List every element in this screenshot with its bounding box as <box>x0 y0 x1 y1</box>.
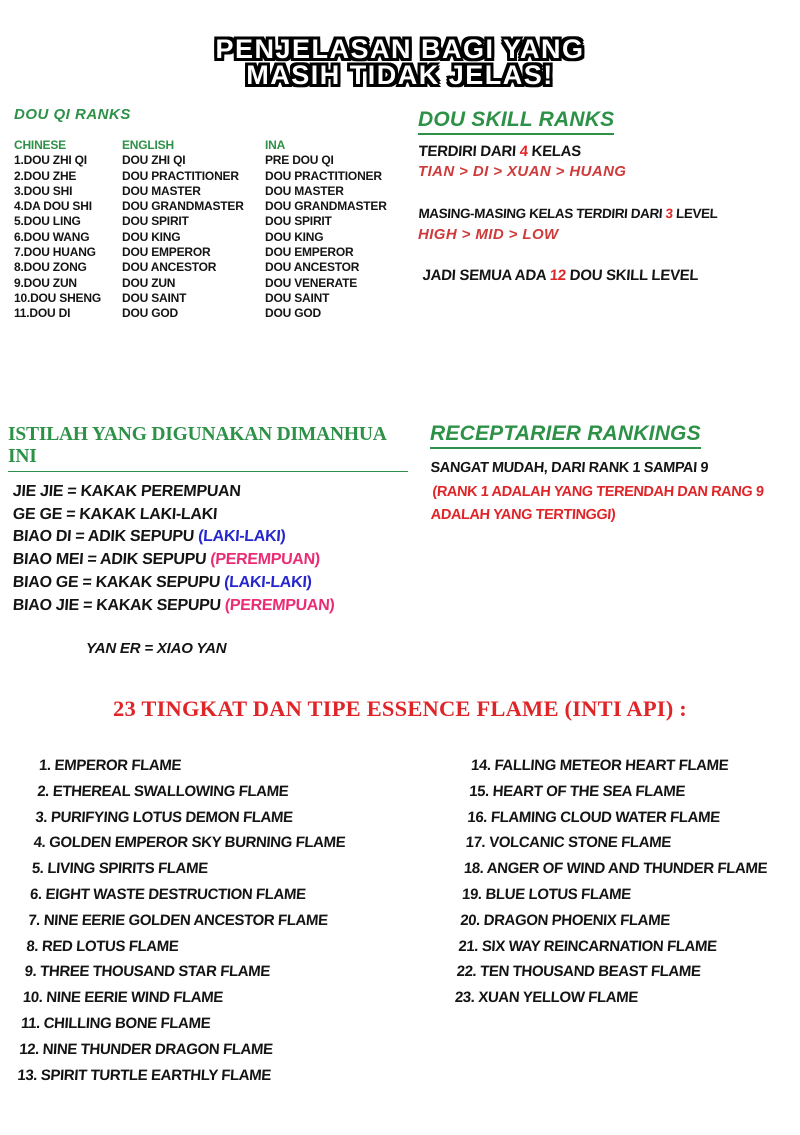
total-count: 12 <box>549 267 567 284</box>
table-cell: 2.DOU ZHE <box>14 168 77 183</box>
flames-list-left <box>17 753 352 1088</box>
level-suffix: LEVEL <box>672 206 719 221</box>
table-cell: 6.DOU WANG <box>14 229 90 244</box>
list-item: 22. TEN THOUSAND BEAST FLAME <box>456 963 702 981</box>
term-label: BIAO JIE = KAKAK SEPUPU <box>12 596 226 614</box>
list-item: 14. FALLING METEOR HEART FLAME <box>470 757 729 774</box>
page-title-line1: PENJELASAN BAGI YANG <box>215 34 585 64</box>
term-label: BIAO GE = KAKAK SEPUPU <box>12 573 225 591</box>
list-item: 5. LIVING SPIRITS FLAME <box>31 860 209 878</box>
table-cell: DOU PRACTITIONER <box>265 168 382 183</box>
dou-skill-ranks-heading: DOU SKILL RANKS <box>418 108 614 135</box>
table-cell: 8.DOU ZONG <box>14 260 87 275</box>
receptarier-note <box>430 481 800 527</box>
table-cell: 3.DOU SHI <box>14 183 73 198</box>
kelas-suffix: KELAS <box>527 143 582 160</box>
list-item: 8. RED LOTUS FLAME <box>25 937 180 955</box>
table-row <box>14 184 400 199</box>
table-cell: DOU KING <box>122 229 181 244</box>
list-item: 2. ETHEREAL SWALLOWING FLAME <box>36 782 289 800</box>
dou-qi-ranks-table <box>14 138 400 322</box>
istilah-list <box>8 481 408 617</box>
term-gender: (PEREMPUAN) <box>209 551 321 569</box>
table-cell: DOU GOD <box>265 306 321 321</box>
list-item: 9. THREE THOUSAND STAR FLAME <box>24 963 271 981</box>
list-item: 7. NINE EERIE GOLDEN ANCESTOR FLAME <box>27 911 329 929</box>
column-header-english: ENGLISH <box>122 138 174 152</box>
table-cell: 5.DOU LING <box>14 214 81 229</box>
table-row <box>14 276 400 291</box>
table-header-row <box>14 138 400 153</box>
term-label: BIAO MEI = ADIK SEPUPU <box>12 551 211 569</box>
term-gender: (PEREMPUAN) <box>224 596 336 614</box>
flames-title: 23 TINGKAT DAN TIPE ESSENCE FLAME (INTI API) : <box>113 696 687 721</box>
total-suffix: DOU SKILL LEVEL <box>565 267 699 284</box>
table-cell: 9.DOU ZUN <box>14 275 77 290</box>
list-item: 21. SIX WAY REINCARNATION FLAME <box>457 937 718 955</box>
table-cell: DOU MASTER <box>122 183 201 198</box>
table-cell: DOU ZUN <box>122 275 176 290</box>
dou-skill-kelas-order: TIAN > DI > XUAN > HUANG <box>418 163 627 180</box>
table-cell: PRE DOU QI <box>265 153 334 168</box>
dou-skill-level-order: HIGH > MID > LOW <box>418 226 559 243</box>
table-cell: 1.DOU ZHI QI <box>14 153 87 168</box>
term-label: BIAO DI = ADIK SEPUPU <box>12 528 199 546</box>
column-header-chinese: CHINESE <box>14 138 66 152</box>
table-cell: DOU SPIRIT <box>265 214 332 229</box>
istilah-section <box>8 424 408 617</box>
table-cell: 11.DOU DI <box>14 306 71 321</box>
table-row <box>14 199 400 214</box>
table-cell: DOU PRACTITIONER <box>122 168 239 183</box>
table-cell: DOU EMPEROR <box>265 245 354 260</box>
table-cell: 10.DOU SHENG <box>14 290 101 305</box>
list-item: 4. GOLDEN EMPEROR SKY BURNING FLAME <box>33 834 346 852</box>
term-label: GE GE = KAKAK LAKI-LAKI <box>12 505 218 523</box>
list-item <box>12 526 410 549</box>
list-item: 13. SPIRIT TURTLE EARTHLY FLAME <box>16 1066 272 1084</box>
list-item: 1. EMPEROR FLAME <box>38 757 182 774</box>
list-item: 19. BLUE LOTUS FLAME <box>461 885 632 903</box>
table-cell: DOU ANCESTOR <box>265 260 360 275</box>
table-cell: DOU SAINT <box>122 290 187 305</box>
list-item: 3. PURIFYING LOTUS DEMON FLAME <box>34 808 294 826</box>
table-row <box>14 169 400 184</box>
table-cell: 4.DA DOU SHI <box>14 199 92 214</box>
list-item: 18. ANGER OF WIND AND THUNDER FLAME <box>463 860 768 878</box>
dou-skill-total-line <box>422 267 794 284</box>
list-item: 6. EIGHT WASTE DESTRUCTION FLAME <box>29 885 307 903</box>
total-prefix: JADI SEMUA ADA <box>422 267 551 284</box>
list-item: 16. FLAMING CLOUD WATER FLAME <box>466 808 721 826</box>
kelas-prefix: TERDIRI DARI <box>418 143 521 160</box>
table-row <box>14 306 400 321</box>
table-row <box>14 260 400 275</box>
page-title-line2: MASIH TIDAK JELAS! <box>246 60 554 90</box>
list-item <box>12 504 410 527</box>
term-gender: (LAKI-LAKI) <box>223 573 313 591</box>
receptarier-note-line1: (RANK 1 ADALAH YANG TERENDAH DAN RANG 9 <box>431 484 765 500</box>
flames-list-right <box>454 753 775 1011</box>
table-cell: DOU MASTER <box>265 183 344 198</box>
term-label: JIE JIE = KAKAK PEREMPUAN <box>12 483 242 500</box>
receptarier-note-line2: ADALAH YANG TERTINGGI) <box>430 507 616 523</box>
level-count: 3 <box>665 206 674 221</box>
table-row <box>14 153 400 168</box>
table-row <box>14 245 400 260</box>
table-cell: DOU ANCESTOR <box>122 260 217 275</box>
table-cell: DOU KING <box>265 229 324 244</box>
table-cell: DOU SAINT <box>265 290 330 305</box>
table-row <box>14 291 400 306</box>
term-gender: (LAKI-LAKI) <box>197 528 287 546</box>
table-row <box>14 214 400 229</box>
table-cell: DOU GRANDMASTER <box>265 199 387 214</box>
list-item <box>12 595 410 618</box>
receptarier-heading: RECEPTARIER RANKINGS <box>430 422 701 449</box>
table-cell: DOU VENERATE <box>265 275 358 290</box>
table-cell: 7.DOU HUANG <box>14 245 96 260</box>
list-item <box>12 549 410 572</box>
table-row <box>14 230 400 245</box>
list-item: 15. HEART OF THE SEA FLAME <box>468 782 686 800</box>
list-item: 17. VOLCANIC STONE FLAME <box>465 834 672 852</box>
kelas-count: 4 <box>519 143 529 160</box>
dou-skill-ranks-section <box>418 108 793 284</box>
column-header-ina: INA <box>265 138 286 152</box>
dou-qi-ranks-heading: DOU QI RANKS <box>14 106 131 123</box>
list-item <box>12 572 410 595</box>
table-cell: DOU EMPEROR <box>122 245 211 260</box>
table-cell: DOU GOD <box>122 306 178 321</box>
level-prefix: MASING-MASING KELAS TERDIRI DARI <box>418 206 667 221</box>
dou-skill-level-line <box>418 206 794 221</box>
list-item: 11. CHILLING BONE FLAME <box>20 1014 211 1032</box>
dou-skill-kelas-line <box>418 143 794 160</box>
table-cell: DOU ZHI QI <box>122 153 186 168</box>
list-item: 10. NINE EERIE WIND FLAME <box>22 989 224 1007</box>
list-item: 20. DRAGON PHOENIX FLAME <box>459 911 671 929</box>
list-item: 23. XUAN YELLOW FLAME <box>454 989 639 1007</box>
yan-er-note: YAN ER = XIAO YAN <box>86 640 227 657</box>
page-title <box>0 36 800 88</box>
istilah-heading: ISTILAH YANG DIGUNAKAN DIMANHUA INI <box>8 424 408 472</box>
list-item <box>12 481 410 504</box>
receptarier-section <box>430 422 800 527</box>
list-item: 12. NINE THUNDER DRAGON FLAME <box>18 1040 274 1058</box>
table-cell: DOU GRANDMASTER <box>122 199 244 214</box>
table-cell: DOU SPIRIT <box>122 214 189 229</box>
receptarier-line1: SANGAT MUDAH, DARI RANK 1 SAMPAI 9 <box>430 460 709 476</box>
